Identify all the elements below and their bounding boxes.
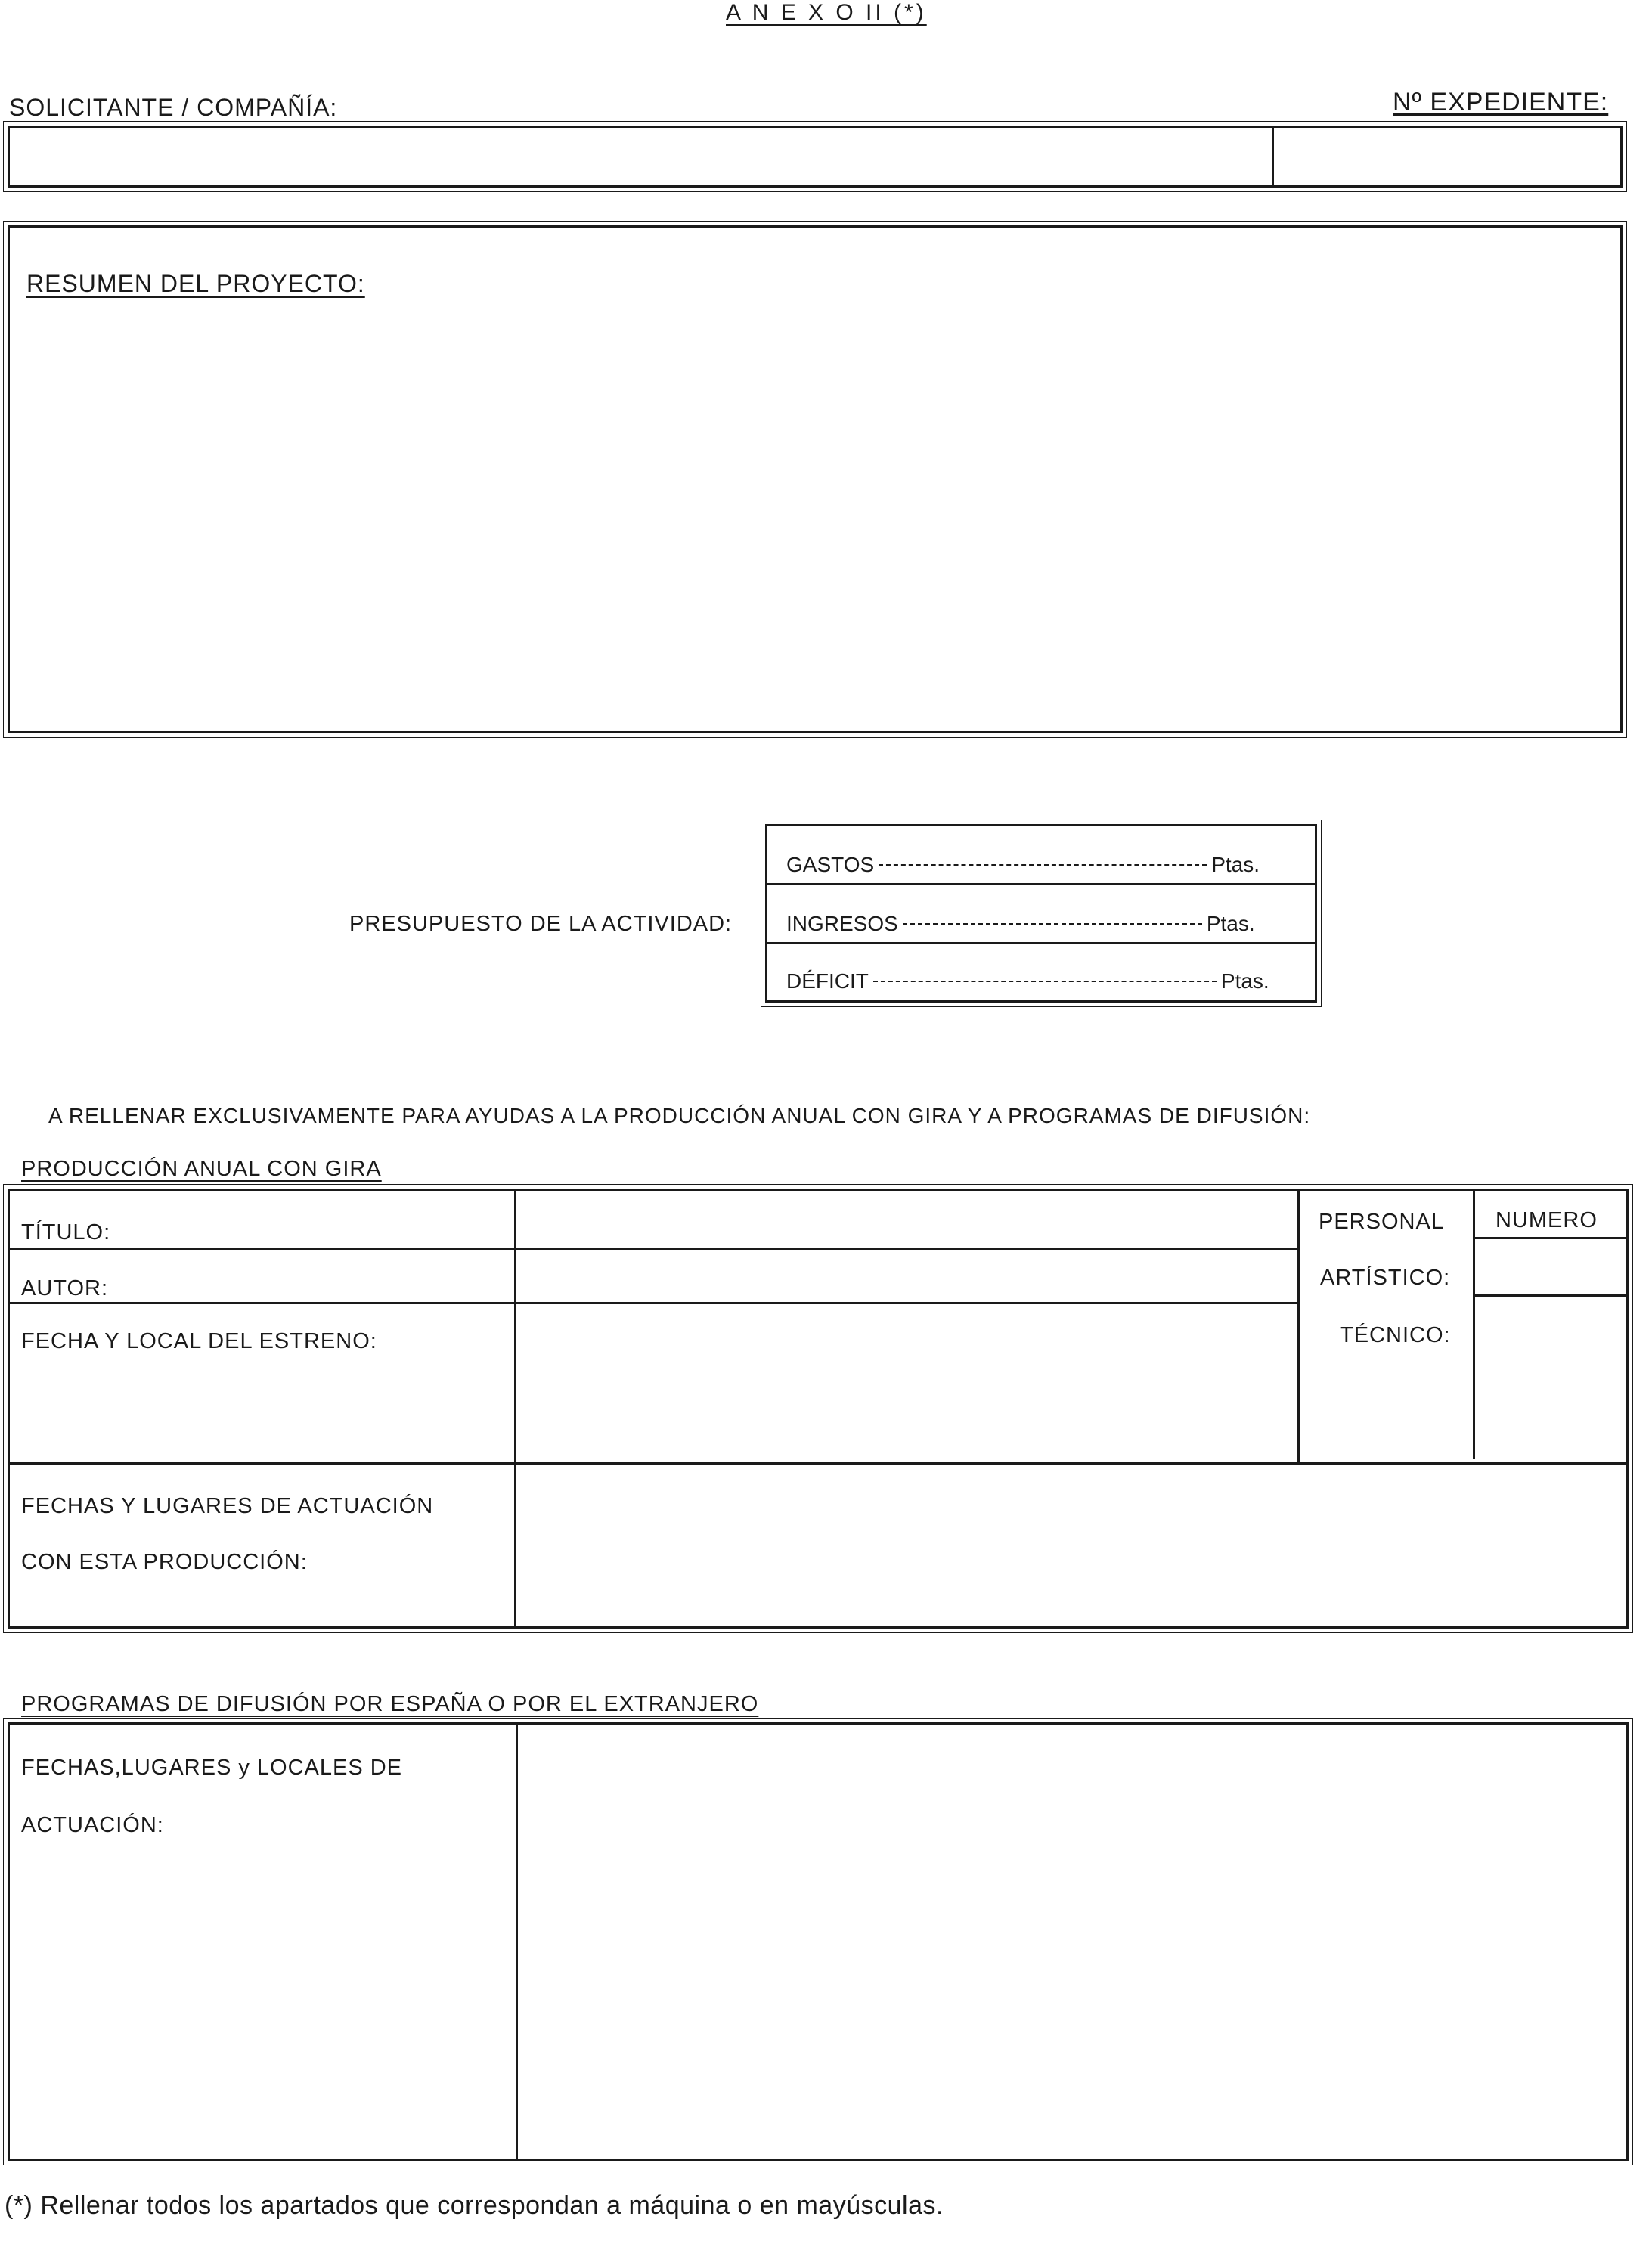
diffusion-heading: PROGRAMAS DE DIFUSIÓN POR ESPAÑA O POR EL EXTRANJERO [21,1692,759,1716]
production-vline-personal [1297,1189,1300,1462]
production-vline-numero [1473,1189,1475,1459]
tecnico-label: TÉCNICO: [1340,1323,1451,1347]
production-hline-titulo [8,1248,1300,1250]
budget-row-gastos[interactable] [786,853,1260,877]
diffusion-vline-label [516,1722,518,2161]
titulo-field[interactable] [522,1196,1293,1244]
budget-divider-2 [765,942,1317,944]
deficit-unit: Ptas. [1220,969,1269,993]
deficit-leader [873,981,1217,982]
budget-row-ingresos[interactable] [786,912,1255,936]
tecnico-field[interactable] [1479,1300,1624,1456]
gastos-label: GASTOS [786,853,875,876]
ingresos-unit: Ptas. [1206,912,1255,935]
ingresos-label: INGRESOS [786,912,898,935]
budget-row-deficit[interactable] [786,969,1269,993]
autor-label: AUTOR: [21,1276,109,1300]
applicant-label: SOLICITANTE / COMPAÑÍA: [9,94,338,121]
actuacion-label-line1: FECHAS Y LUGARES DE ACTUACIÓN [21,1494,434,1518]
personal-label: PERSONAL [1319,1210,1444,1234]
production-hline-numero [1474,1237,1629,1239]
gastos-unit: Ptas. [1211,853,1260,876]
expediente-label: Nº EXPEDIENTE: [1393,88,1609,116]
artistico-label: ARTÍSTICO: [1320,1266,1451,1290]
titulo-label: TÍTULO: [21,1220,111,1244]
budget-divider-1 [765,883,1317,885]
footer-note: (*) Rellenar todos los apartados que correspondan a máquina o en mayúsculas. [5,2191,944,2220]
summary-label: RESUMEN DEL PROYECTO: [26,270,365,297]
gastos-leader [879,864,1207,866]
page-title: A N E X O II (*) [726,0,927,25]
ingresos-leader [903,923,1202,925]
summary-box[interactable] [8,225,1623,733]
applicant-field[interactable] [15,133,1263,180]
diffusion-label-line1: FECHAS,LUGARES y LOCALES DE [21,1756,403,1780]
diffusion-field[interactable] [523,1730,1623,2155]
numero-label: NUMERO [1495,1208,1598,1232]
production-hline-autor [8,1302,1300,1304]
production-heading: PRODUCCIÓN ANUAL CON GIRA [21,1157,382,1181]
applicant-divider [1272,126,1274,188]
expediente-field[interactable] [1282,133,1614,180]
autor-field[interactable] [522,1252,1293,1299]
actuacion-field[interactable] [522,1468,1623,1623]
budget-label: PRESUPUESTO DE LA ACTIVIDAD: [349,912,733,936]
deficit-label: DÉFICIT [786,969,869,993]
production-hline-artistico [1474,1294,1629,1297]
actuacion-label-line2: CON ESTA PRODUCCIÓN: [21,1550,308,1574]
production-hline-estreno [8,1462,1629,1465]
diffusion-label-line2: ACTUACIÓN: [21,1813,164,1837]
estreno-field[interactable] [522,1306,1293,1458]
artistico-field[interactable] [1479,1243,1624,1291]
estreno-label: FECHA Y LOCAL DEL ESTRENO: [21,1329,377,1353]
instructions-text: A RELLENAR EXCLUSIVAMENTE PARA AYUDAS A LA PRODUCCIÓN ANUAL CON GIRA Y A PROGRAMAS DE DIFUSIÓN: [48,1104,1311,1127]
production-vline-label [514,1189,516,1629]
